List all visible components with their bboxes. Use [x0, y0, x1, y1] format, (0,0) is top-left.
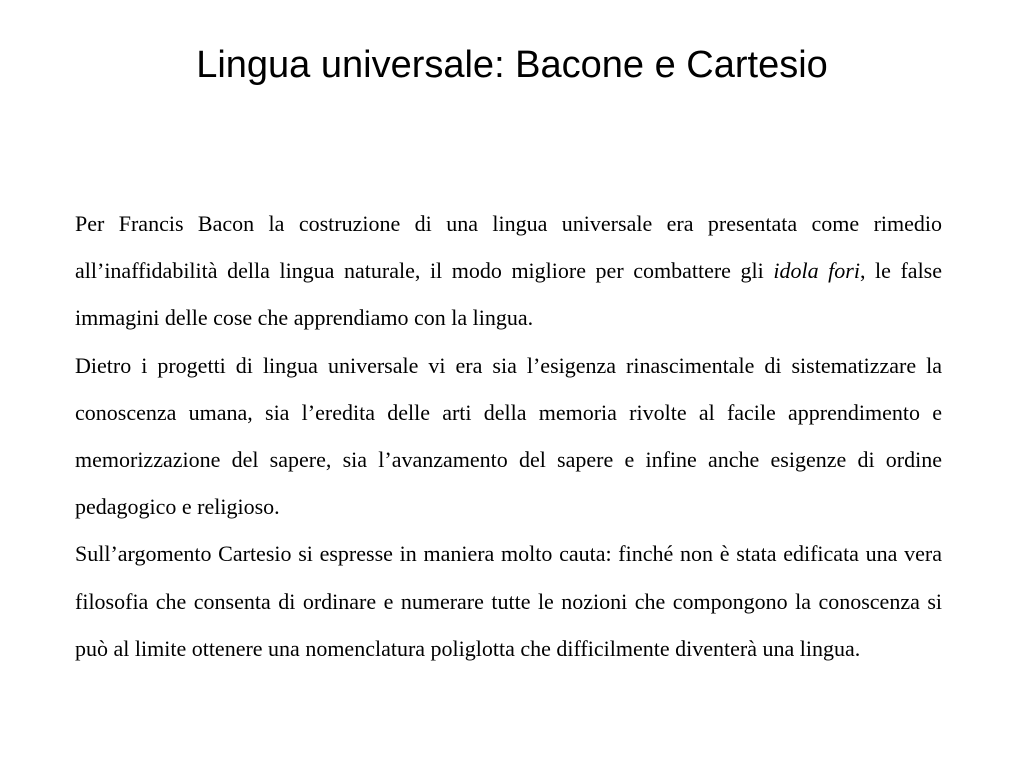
slide-body	[75, 200, 942, 672]
paragraph-cartesio: Sull’argomento Cartesio si espresse in maniera molto cauta: finché non è stata edificata una vera filosofia che consenta di ordinare e numerare tutte le nozioni che compongono la conoscenza si può al limite ottenere una nomenclatura poliglotta che difficilmente diventerà una lingua.	[75, 541, 942, 661]
paragraph-bacon	[75, 200, 942, 342]
paragraph-bacon-text-start: Per Francis Bacon la costruzione di una lingua universale era presentata come rimedio all’inaffidabilità della lingua naturale, il modo migliore per combattere gli	[75, 211, 942, 284]
paragraph-projects: Dietro i progetti di lingua universale vi era sia l’esigenza rinascimentale di sistematizzare la conoscenza umana, sia l’eredita delle arti della memoria rivolte al facile apprendimento e memorizzazione del sapere, sia l’avanzamento del sapere e infine anche esigenze di ordine pedagogico e religioso.	[75, 352, 942, 520]
paragraph-bacon-italic-term: idola fori	[773, 258, 860, 284]
slide-title: Lingua universale: Bacone e Cartesio	[196, 44, 828, 86]
paragraph-bacon-text-end: , le false immagini delle cose che apprendiamo con la lingua.	[75, 258, 943, 331]
